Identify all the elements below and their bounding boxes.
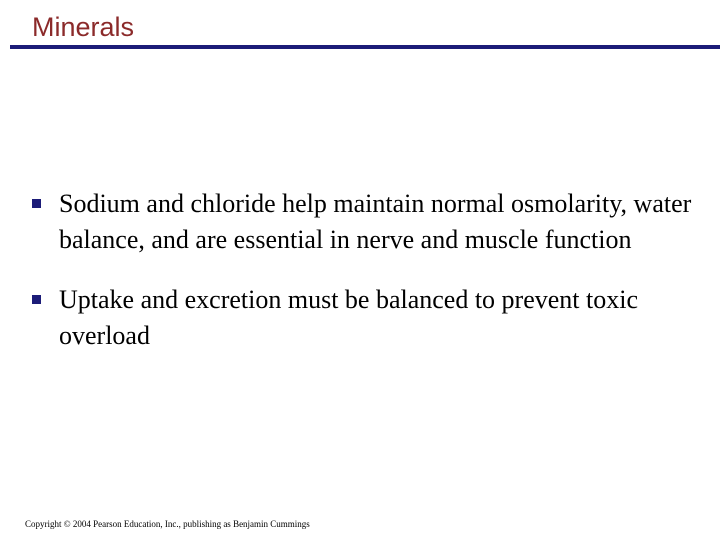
square-bullet-icon	[32, 199, 41, 208]
bullet-item-1	[30, 186, 700, 258]
bullet-text: Uptake and excretion must be balanced to prevent toxic overload	[59, 285, 639, 350]
copyright-footer: Copyright © 2004 Pearson Education, Inc., publishing as Benjamin Cummings	[25, 519, 310, 529]
title-underline	[10, 45, 720, 49]
bullet-list	[30, 186, 700, 378]
slide-title: Minerals	[32, 12, 135, 42]
bullet-item-2	[30, 282, 700, 354]
bullet-text: Sodium and chloride help maintain normal osmolarity, water balance, and are essential in nerve and muscle function	[59, 189, 692, 254]
square-bullet-icon	[32, 295, 41, 304]
